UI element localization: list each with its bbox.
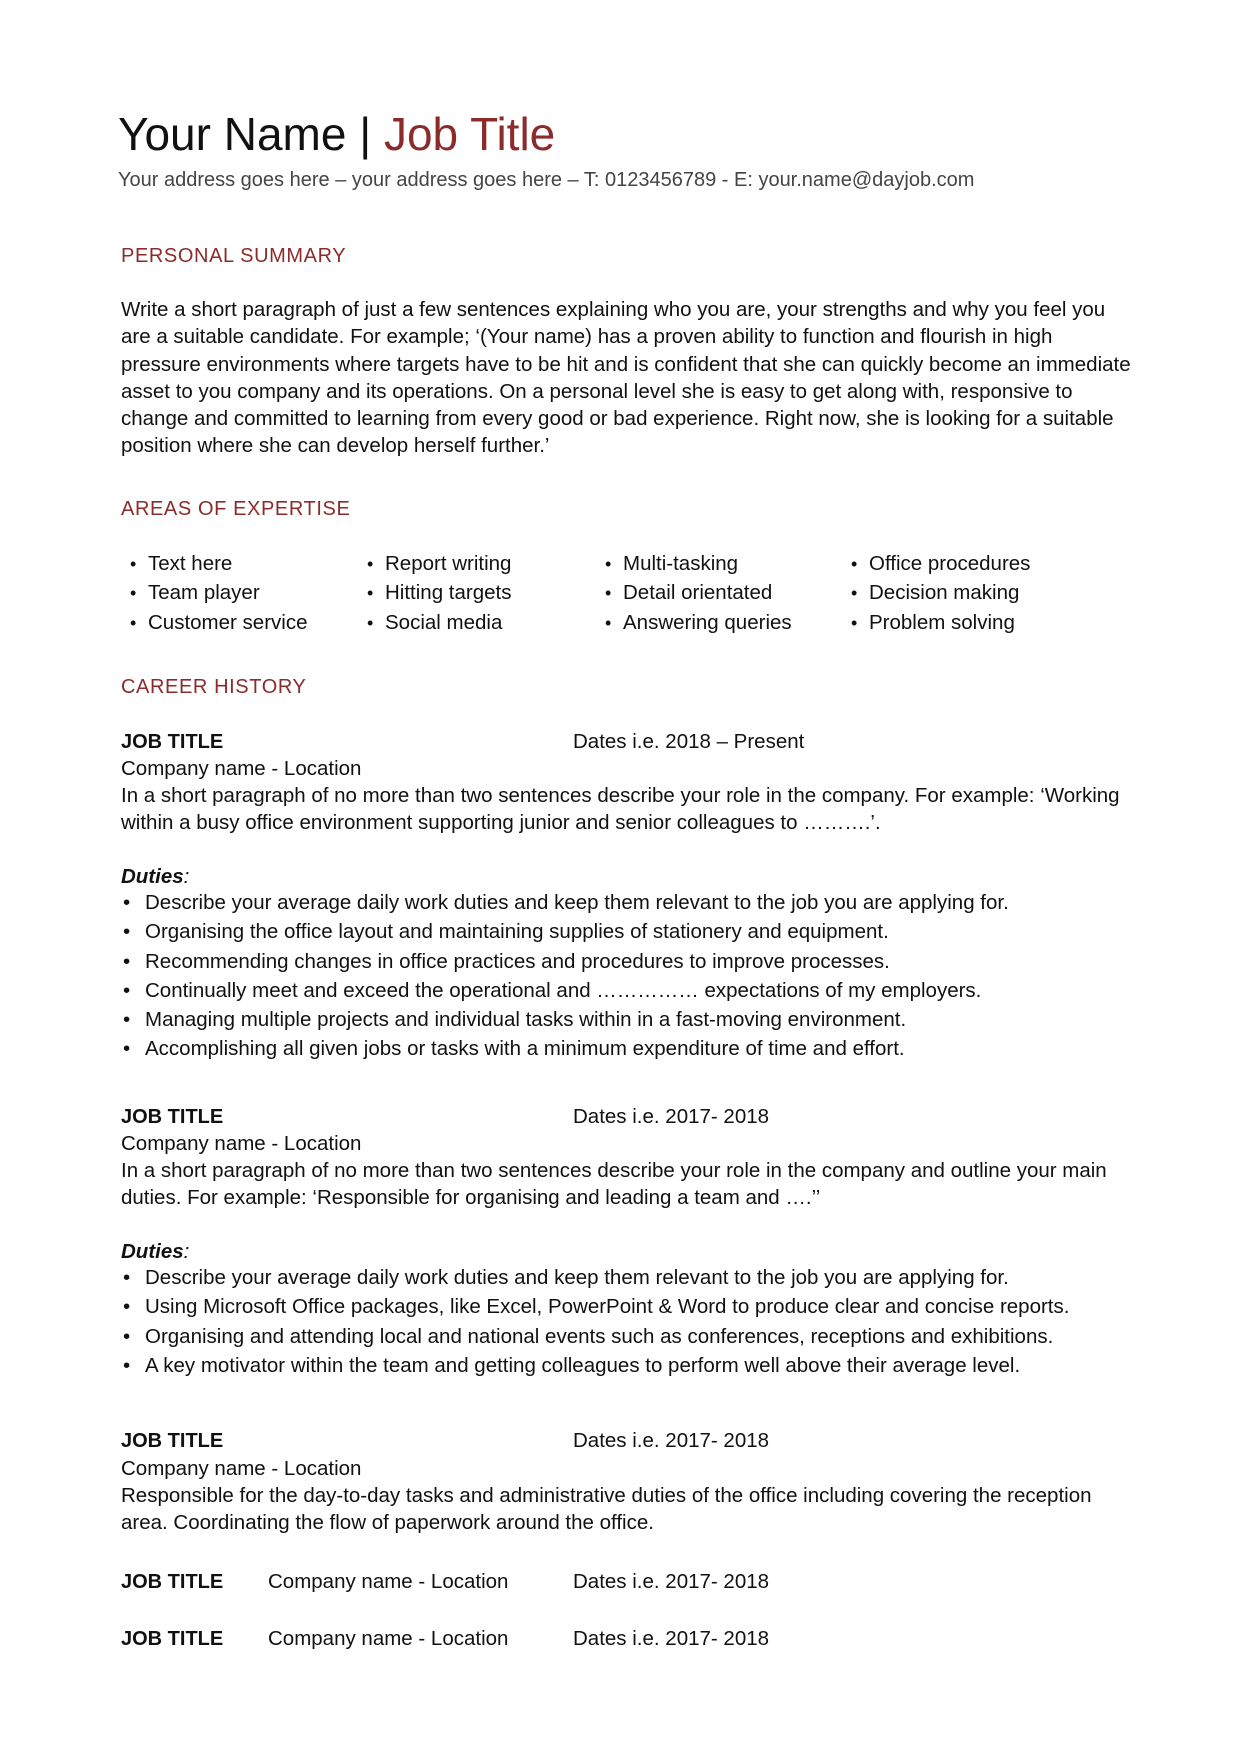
areas-of-expertise-heading: AREAS OF EXPERTISE bbox=[121, 498, 351, 520]
company-location: Company name - Location bbox=[121, 1132, 362, 1155]
job-description: Responsible for the day-to-day tasks and administrative duties of the office including covering the reception area. Coordinating the flow of paperwork around the office. bbox=[121, 1484, 1092, 1535]
expertise-item: • Team player bbox=[130, 581, 260, 604]
expertise-item: • Social media bbox=[367, 611, 503, 634]
cv-header-title bbox=[118, 106, 555, 162]
name-separator: | bbox=[346, 108, 384, 160]
personal-summary-text: Write a short paragraph of just a few sentences explaining who you are, your strengths and why you feel you are a suitable candidate. For example; ‘(Your name) has a proven ability to function and flourish in high pressure environments where targets have to be hit and is confident that she can quickly become an immediate asset to you company and its operations. On a personal level she is easy to get along with, responsive to change and committed to learning from every good or bad experience. Right now, she is looking for a suitable position where she can develop herself further.’ bbox=[121, 298, 1131, 458]
personal-summary-heading: PERSONAL SUMMARY bbox=[121, 245, 347, 267]
career-history-heading: CAREER HISTORY bbox=[121, 676, 307, 698]
duty-item: • A key motivator within the team and getting colleagues to perform well above their average level. bbox=[121, 1351, 1069, 1380]
expertise-item: • Problem solving bbox=[851, 611, 1015, 634]
job-title: JOB TITLE bbox=[121, 1430, 224, 1452]
duty-item: • Continually meet and exceed the operational and …………… expectations of my employers. bbox=[121, 976, 1009, 1005]
company-location: Company name - Location bbox=[268, 1627, 509, 1650]
job-dates: Dates i.e. 2017- 2018 bbox=[573, 1105, 770, 1128]
expertise-item: • Detail orientated bbox=[605, 581, 773, 604]
expertise-item: • Decision making bbox=[851, 581, 1020, 604]
duty-item: • Organising and attending local and national events such as conferences, receptions and exhibitions. bbox=[121, 1322, 1069, 1351]
job-dates: Dates i.e. 2017- 2018 bbox=[573, 1429, 770, 1452]
job-description: In a short paragraph of no more than two sentences describe your role in the company. For example: ‘Working within a busy office environment supporting junior and senior colleagues to ……….’. bbox=[121, 784, 1120, 835]
expertise-item: • Answering queries bbox=[605, 611, 792, 634]
duty-item: • Organising the office layout and maintaining supplies of stationery and equipment. bbox=[121, 917, 1009, 946]
job-title: JOB TITLE bbox=[121, 1571, 224, 1593]
job-dates: Dates i.e. 2018 – Present bbox=[573, 730, 805, 753]
company-location: Company name - Location bbox=[121, 1457, 362, 1480]
job-title: JOB TITLE bbox=[121, 1106, 224, 1128]
job-dates: Dates i.e. 2017- 2018 bbox=[573, 1570, 770, 1593]
duty-item: • Describe your average daily work duties and keep them relevant to the job you are applying for. bbox=[121, 1263, 1069, 1292]
duties-label: Duties: bbox=[121, 1240, 190, 1263]
expertise-item: • Hitting targets bbox=[367, 581, 512, 604]
duty-item: • Describe your average daily work duties and keep them relevant to the job you are applying for. bbox=[121, 888, 1009, 917]
cv-job-title: Job Title bbox=[383, 108, 556, 160]
job-title: JOB TITLE bbox=[121, 731, 224, 753]
expertise-item: • Office procedures bbox=[851, 552, 1031, 575]
duties-label: Duties: bbox=[121, 865, 190, 888]
duty-item: • Managing multiple projects and individual tasks within in a fast-moving environment. bbox=[121, 1005, 1009, 1034]
job-title: JOB TITLE bbox=[121, 1628, 224, 1650]
expertise-item: • Text here bbox=[130, 552, 233, 575]
job2-duties-list bbox=[121, 1263, 1069, 1380]
duty-item: • Accomplishing all given jobs or tasks with a minimum expenditure of time and effort. bbox=[121, 1034, 1009, 1063]
expertise-item: • Customer service bbox=[130, 611, 308, 634]
company-location: Company name - Location bbox=[121, 757, 362, 780]
job-dates: Dates i.e. 2017- 2018 bbox=[573, 1627, 770, 1650]
duty-item: • Recommending changes in office practices and procedures to improve processes. bbox=[121, 947, 1009, 976]
contact-line: Your address goes here – your address goes here – T: 0123456789 - E: your.name@dayjob.com bbox=[118, 169, 975, 191]
duty-item: • Using Microsoft Office packages, like Excel, PowerPoint & Word to produce clear and concise reports. bbox=[121, 1292, 1069, 1321]
company-location: Company name - Location bbox=[268, 1570, 509, 1593]
expertise-item: • Report writing bbox=[367, 552, 512, 575]
job1-duties-list bbox=[121, 888, 1009, 1064]
cv-name: Your Name bbox=[118, 108, 347, 160]
expertise-item: • Multi-tasking bbox=[605, 552, 739, 575]
job-description: In a short paragraph of no more than two sentences describe your role in the company and outline your main duties. For example: ‘Responsible for organising and leading a team and ….’’ bbox=[121, 1159, 1107, 1210]
